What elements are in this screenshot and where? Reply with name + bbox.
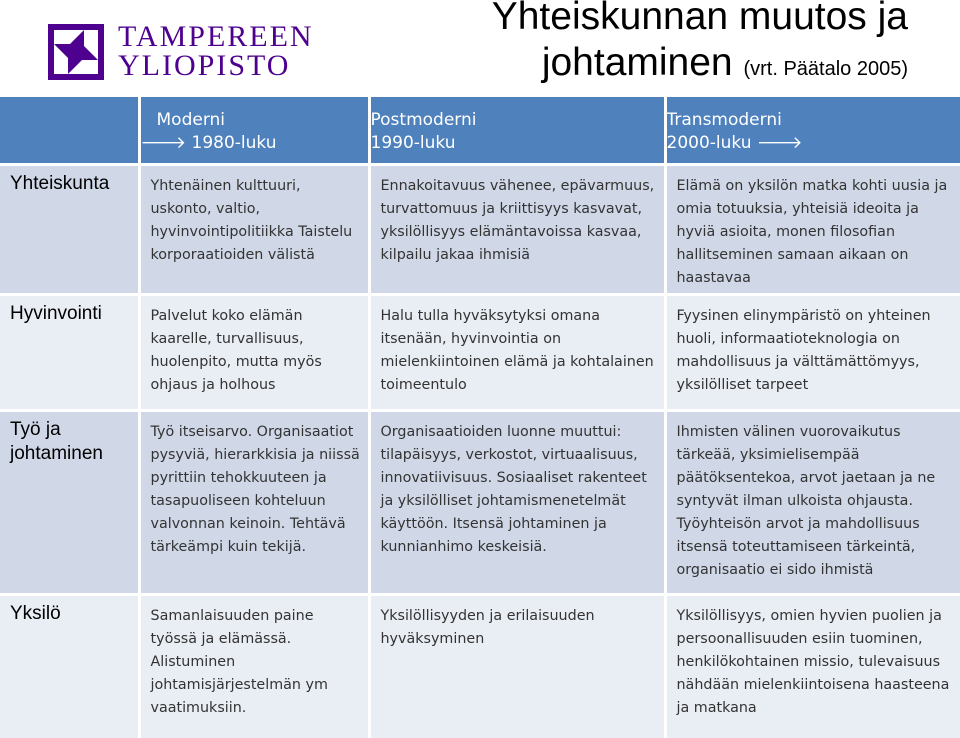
row-label: Hyvinvointi: [0, 295, 139, 411]
table-cell: Organisaatioiden luonne muuttui: tilapäisyys, verkostot, virtuaalisuus, innovatiivisuus. Sosiaaliset rakenteet ja yksilölliset johtamismenetelmät käyttöön. Itsensä johtaminen ja kunnianhimo keskeisiä.: [369, 411, 665, 595]
table-cell: Fyysinen elinympäristö on yhteinen huoli, informaatioteknologia on mahdollisuus ja välttämättömyys, yksilölliset tarpeet: [665, 295, 960, 411]
header-corner-cell: [0, 97, 139, 165]
header-moderni: [139, 97, 369, 165]
title-line-2-text: johtaminen: [542, 41, 733, 84]
table-header-row: [0, 97, 960, 165]
table-cell: Samanlaisuuden paine työssä ja elämässä. Alistuminen johtamisjärjestelmän ym vaatimuksiin.: [139, 595, 369, 738]
title-source: (vrt. Päätalo 2005): [743, 58, 908, 80]
table-cell: Ennakoitavuus vähenee, epävarmuus, turvattomuus ja kriittisyys kasvavat, yksilöllisyys elämäntavoissa kasvaa, kilpailu jakaa ihmisiä: [369, 165, 665, 295]
title-line-1: Yhteiskunnan muutos ja: [492, 0, 908, 40]
table-cell: Yksilöllisyys, omien hyvien puolien ja persoonallisuuden esiin tuominen, henkilökohtainen missio, tulevaisuus nähdään mielenkiintoisena haasteena ja matkana: [665, 595, 960, 738]
header-moderni-period: 1980-luku: [192, 133, 277, 153]
tampere-university-emblem-icon: [48, 24, 104, 80]
header-transmoderni-name: Transmoderni: [667, 109, 960, 132]
header-transmoderni: [665, 97, 960, 165]
arrow-right-icon: 🡒: [141, 133, 187, 153]
table-cell: Halu tulla hyväksytyksi omana itsenään, hyvinvointia on mielenkiintoinen elämä ja kohtalainen toimeentulo: [369, 295, 665, 411]
row-label: Yhteiskunta: [0, 165, 139, 295]
table-cell: Yksilöllisyyden ja erilaisuuden hyväksyminen: [369, 595, 665, 738]
table-cell: Elämä on yksilön matka kohti uusia ja omia totuuksia, yhteisiä ideoita ja hyviä asioita, monen filosofian hallitseminen samaan aikaan on haastavaa: [665, 165, 960, 295]
table-cell: Ihmisten välinen vuorovaikutus tärkeää, yksimielisempää päätöksentekoa, arvot jaetaan ja ne syntyvät ilman ulkoista ohjausta. Työyhteisön arvot ja mahdollisuus itsensä toteuttamiseen tärkeintä, organisaatio ei sido ihmistä: [665, 411, 960, 595]
arrow-right-icon: 🡒: [757, 133, 803, 153]
logo-wordmark: [118, 22, 314, 80]
title-line-2: [492, 40, 908, 92]
table-row-yksilo: [0, 595, 960, 738]
logo-line-1: TAMPEREEN: [118, 22, 314, 51]
header-postmoderni-period: 1990-luku: [371, 132, 664, 155]
logo-line-2: YLIOPISTO: [118, 51, 314, 80]
table-row-tyo-ja-johtaminen: [0, 411, 960, 595]
header-moderni-name: Moderni: [141, 109, 368, 132]
table-row-yhteiskunta: [0, 165, 960, 295]
header-postmoderni: [369, 97, 665, 165]
table-cell: Palvelut koko elämän kaarelle, turvallisuus, huolenpito, mutta myös ohjaus ja holhous: [139, 295, 369, 411]
header-postmoderni-name: Postmoderni: [371, 109, 664, 132]
page-title: [492, 0, 908, 92]
comparison-table: [0, 97, 960, 738]
university-logo: [48, 20, 348, 82]
header-transmoderni-period: 2000-luku: [667, 133, 752, 153]
row-label: Yksilö: [0, 595, 139, 738]
row-label: Työ ja johtaminen: [0, 411, 139, 595]
table-row-hyvinvointi: [0, 295, 960, 411]
table-cell: Työ itseisarvo. Organisaatiot pysyviä, hierarkkisia ja niissä pyrittiin tehokkuuteen ja tasapuoliseen kohteluun valvonnan keinoin. Tehtävä tärkeämpi kuin tekijä.: [139, 411, 369, 595]
table-cell: Yhtenäinen kulttuuri, uskonto, valtio, hyvinvointipolitiikka Taistelu korporaatioiden välistä: [139, 165, 369, 295]
